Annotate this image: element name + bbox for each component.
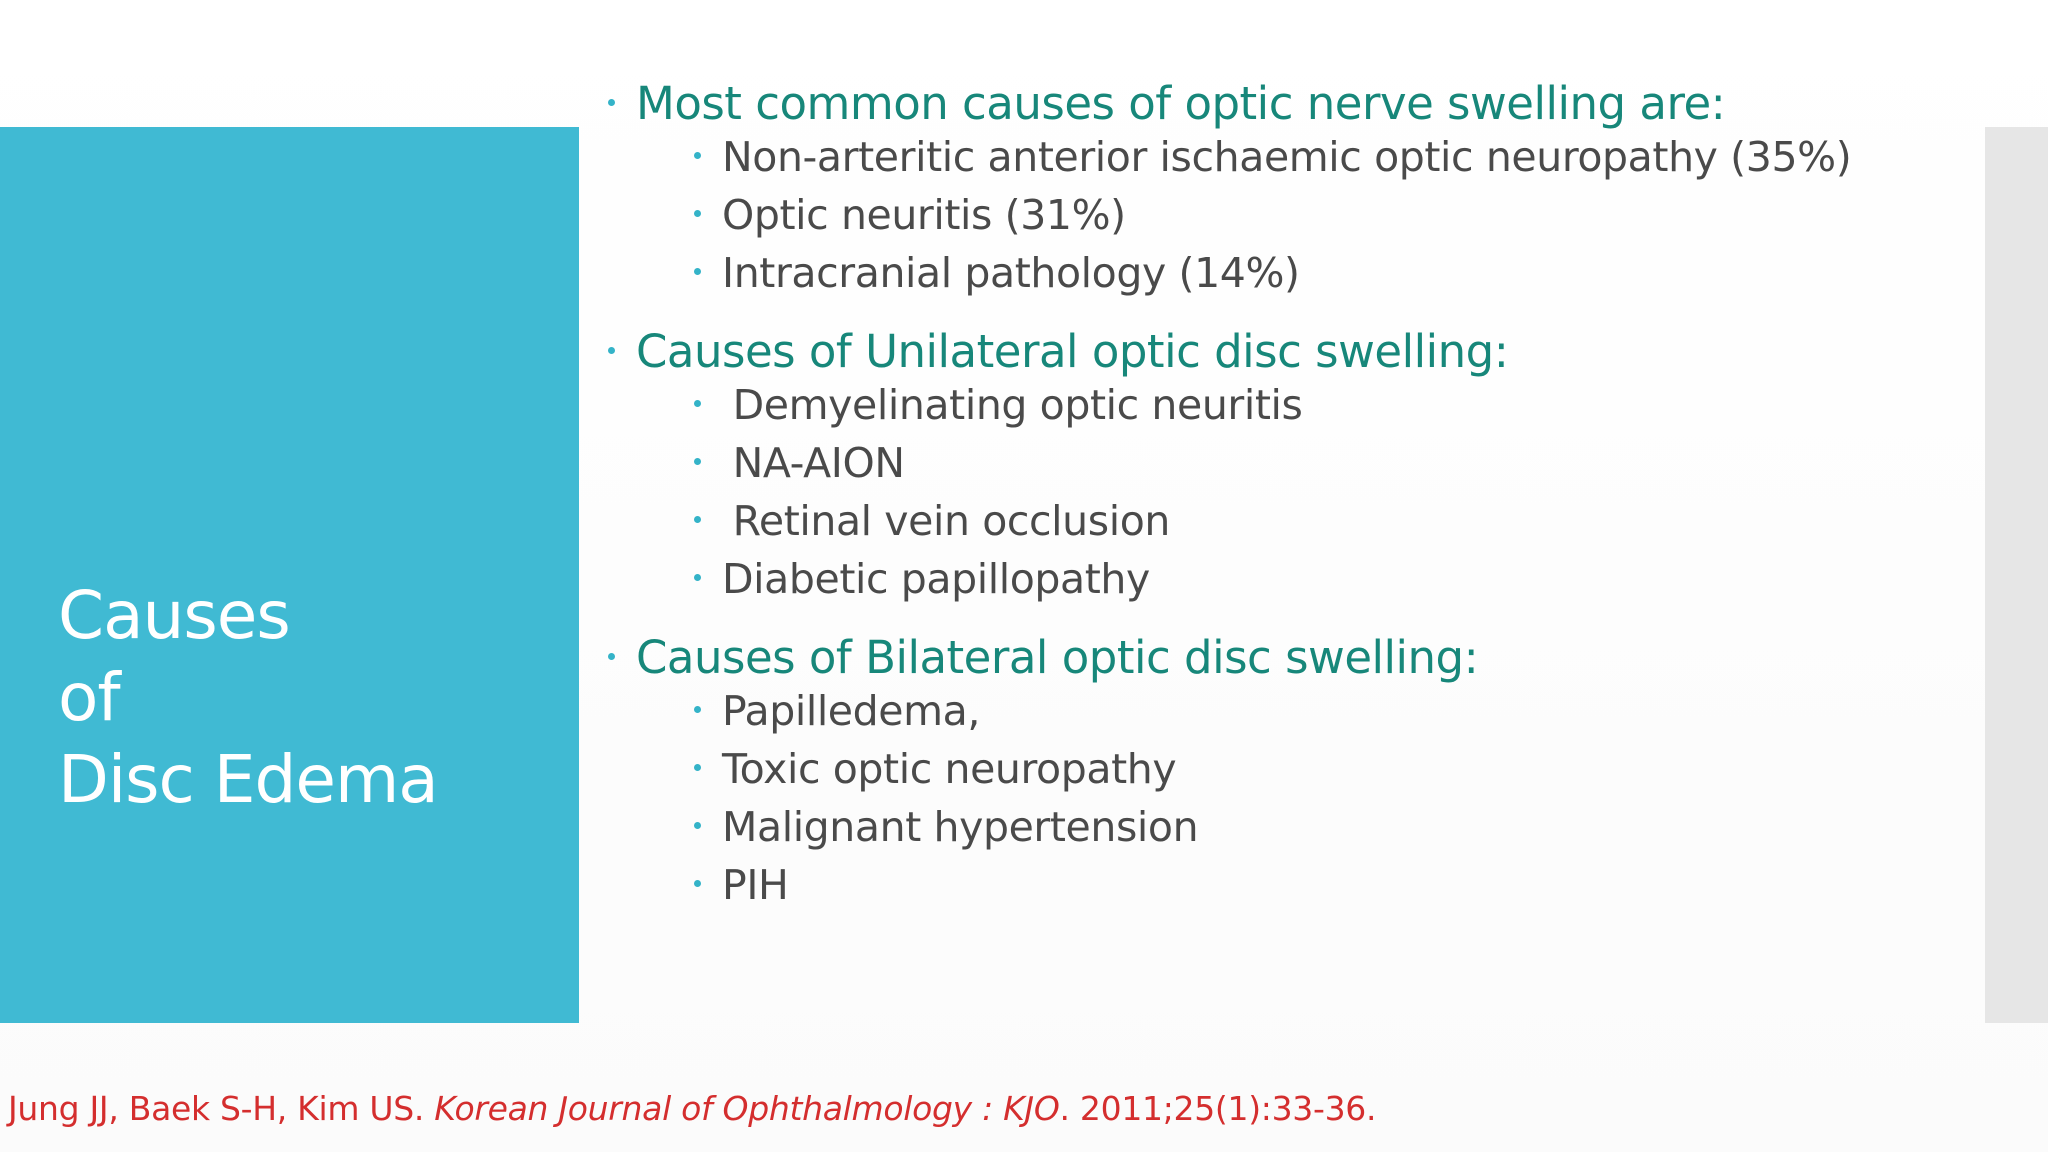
bullet-icon <box>694 458 701 465</box>
bullet-icon <box>694 764 701 771</box>
title-panel <box>0 127 579 1023</box>
bullet-icon <box>694 268 701 275</box>
bullet-icon <box>694 880 701 887</box>
citation-authors: Jung JJ, Baek S-H, Kim US. <box>8 1089 435 1128</box>
bullet-icon <box>608 347 615 354</box>
title-line-2: of <box>58 659 120 736</box>
title-line-3: Disc Edema <box>58 741 438 818</box>
bullet-icon <box>694 516 701 523</box>
citation-journal: Korean Journal of Ophthalmology : KJO <box>434 1089 1060 1128</box>
bullet-icon <box>694 822 701 829</box>
bullet-icon <box>608 99 615 106</box>
bullet-icon <box>694 152 701 159</box>
bullet-icon <box>608 653 615 660</box>
bullet-icon <box>694 400 701 407</box>
slide-title <box>58 575 438 821</box>
citation-details: . 2011;25(1):33-36. <box>1059 1089 1377 1128</box>
bullet-icon <box>694 574 701 581</box>
right-accent-bar <box>1985 127 2048 1023</box>
slide-content: Most common causes of optic nerve swelling are: Non-arteritic anterior ischaemic optic neuropathy (35%) Optic neuritis (31%) Intracranial pathology (14%) Causes of Unilateral optic disc swelling: Demyelinating optic neuritis NA-AION Retinal vein occlusion Diabetic papillopathy Causes of Bilateral optic disc swelling: Papilledema, Toxic optic neuropathy Malignant hypertension PIH <box>602 0 1972 1040</box>
bullet-icon <box>694 706 701 713</box>
bullet-icon <box>694 210 701 217</box>
title-line-1: Causes <box>58 577 290 654</box>
citation <box>8 1084 1376 1134</box>
